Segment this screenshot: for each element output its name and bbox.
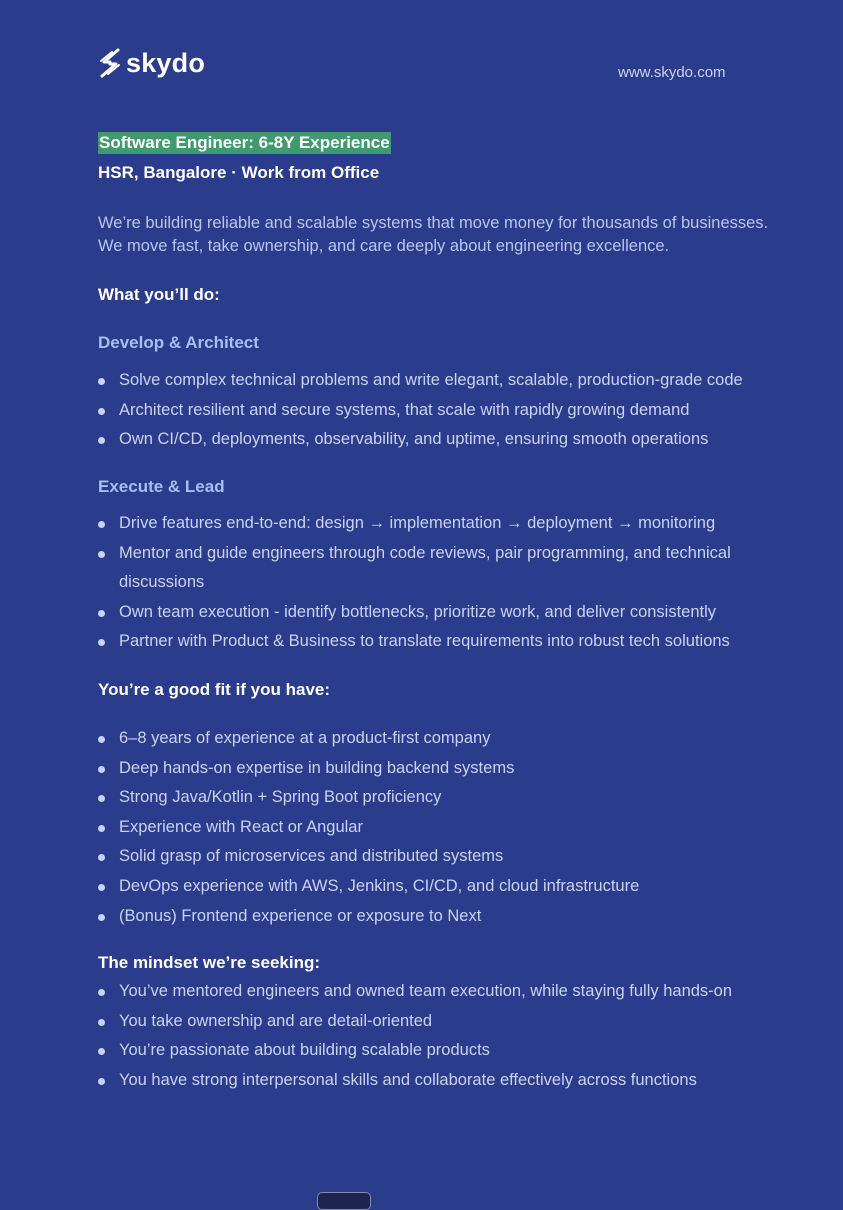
list-item: Partner with Product & Business to translate requirements into robust tech solutions xyxy=(98,627,758,657)
brand-logo xyxy=(98,48,205,78)
list-item: DevOps experience with AWS, Jenkins, CI/CD, and cloud infrastructure xyxy=(98,872,758,902)
list-item: (Bonus) Frontend experience or exposure to Next xyxy=(98,902,758,932)
bullet-icon xyxy=(98,795,105,802)
bullet-icon xyxy=(98,854,105,861)
list-item: Solid grasp of microservices and distributed systems xyxy=(98,842,758,872)
list-item: Own CI/CD, deployments, observability, and uptime, ensuring smooth operations xyxy=(98,425,758,455)
develop-architect-heading: Develop & Architect xyxy=(98,333,259,352)
brand-name: skydo xyxy=(126,48,206,78)
bullet-icon xyxy=(98,736,105,743)
bullet-icon xyxy=(98,610,105,617)
list-item: Solve complex technical problems and write elegant, scalable, production-grade code xyxy=(98,366,758,396)
job-title: Software Engineer: 6-8Y Experience xyxy=(99,133,390,152)
bullet-icon xyxy=(98,437,105,444)
bottom-handle[interactable] xyxy=(317,1192,371,1210)
list-item: Mentor and guide engineers through code reviews, pair programming, and technical discussions xyxy=(98,539,758,598)
bullet-icon xyxy=(98,551,105,558)
list-item: Drive features end-to-end: design → implementation → deployment → monitoring xyxy=(98,509,758,539)
bullet-icon xyxy=(98,825,105,832)
develop-architect-list xyxy=(98,366,758,455)
bullet-icon xyxy=(98,1078,105,1085)
job-location: HSR, Bangalore · Work from Office xyxy=(98,163,380,182)
execute-lead-list xyxy=(98,509,758,657)
good-fit-heading: You’re a good fit if you have: xyxy=(98,680,331,699)
mindset-list xyxy=(98,977,758,1095)
list-item: You have strong interpersonal skills and collaborate effectively across functions xyxy=(98,1066,758,1096)
list-item: Strong Java/Kotlin + Spring Boot proficiency xyxy=(98,783,758,813)
mindset-heading: The mindset we’re seeking: xyxy=(98,953,321,972)
list-item: Architect resilient and secure systems, that scale with rapidly growing demand xyxy=(98,396,758,426)
job-intro: We’re building reliable and scalable systems that move money for thousands of businesses. We move fast, take ownership, and care deeply about engineering excellence. xyxy=(98,214,769,255)
website-link[interactable]: www.skydo.com xyxy=(618,64,726,81)
list-item: Experience with React or Angular xyxy=(98,813,758,843)
bullet-icon xyxy=(98,521,105,528)
list-item: You’ve mentored engineers and owned team execution, while staying fully hands-on xyxy=(98,977,758,1007)
good-fit-list xyxy=(98,724,758,931)
list-item: Deep hands-on expertise in building backend systems xyxy=(98,754,758,784)
bullet-icon xyxy=(98,408,105,415)
bullet-icon xyxy=(98,884,105,891)
bullet-icon xyxy=(98,1048,105,1055)
bullet-icon xyxy=(98,1019,105,1026)
what-you-do-heading: What you’ll do: xyxy=(98,285,220,304)
list-item: You take ownership and are detail-oriented xyxy=(98,1007,758,1037)
bullet-icon xyxy=(98,989,105,996)
bullet-icon xyxy=(98,378,105,385)
skydo-logo-icon xyxy=(98,48,122,78)
list-item: You’re passionate about building scalable products xyxy=(98,1036,758,1066)
list-item: Own team execution - identify bottlenecks, prioritize work, and deliver consistently xyxy=(98,598,758,628)
list-item: 6–8 years of experience at a product-first company xyxy=(98,724,758,754)
bullet-icon xyxy=(98,639,105,646)
bullet-icon xyxy=(98,914,105,921)
bullet-icon xyxy=(98,766,105,773)
execute-lead-heading: Execute & Lead xyxy=(98,477,225,496)
